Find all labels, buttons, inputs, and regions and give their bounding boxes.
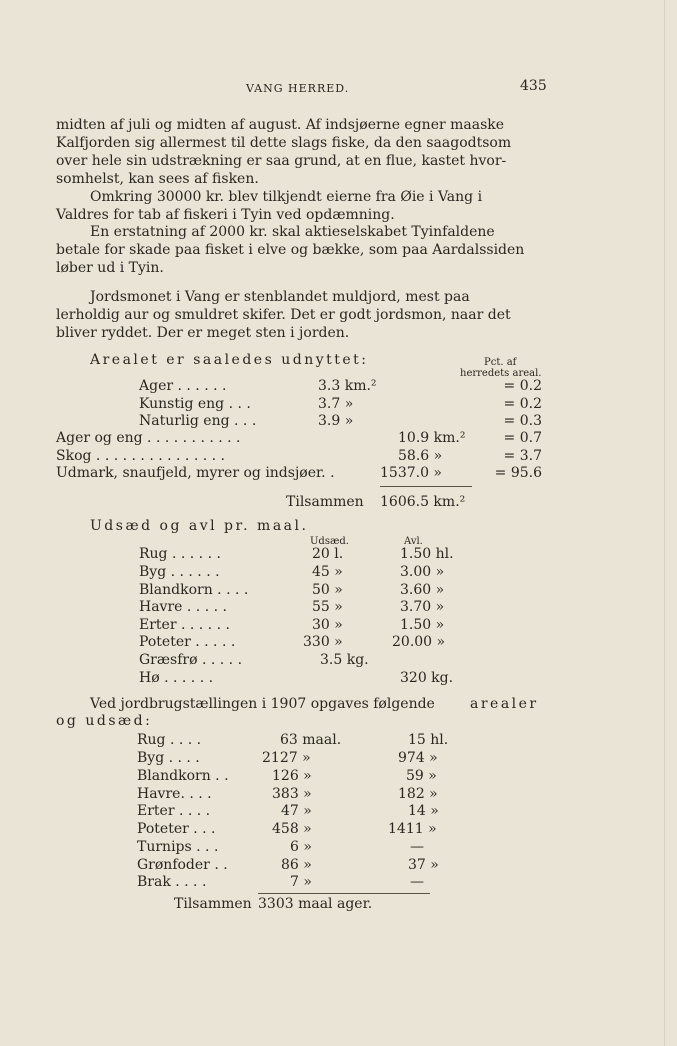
- tael-intro-line-1: Ved jordbrugstællingen i 1907 opgaves følgende: [90, 696, 435, 712]
- tael-row-hl: 1411 »: [388, 821, 437, 837]
- p1-line-4: somhelst, kan sees af fisken.: [56, 171, 259, 187]
- udsaed-row-avl: 3.60 »: [400, 582, 445, 598]
- tael-total-label: Tilsammen: [174, 896, 252, 912]
- areal-row-label: Udmark, snaufjeld, myrer og indsjøer. .: [56, 465, 335, 481]
- areal-row-pct: = 0.7: [503, 430, 542, 446]
- page-number: 435: [520, 78, 547, 94]
- udsaed-row-label: Rug . . . . . .: [139, 546, 221, 562]
- udsaed-row-avl: 1.50 hl.: [400, 546, 454, 562]
- udsaed-row-label: Byg . . . . . .: [139, 564, 220, 580]
- tael-total-rule: [258, 893, 430, 894]
- tael-row-hl: —: [410, 874, 424, 890]
- tael-row-label: Erter . . . .: [137, 803, 211, 819]
- areal-row-label: Ager og eng . . . . . . . . . . .: [56, 430, 241, 446]
- page-edge-shadow: [664, 0, 665, 1046]
- udsaed-row-avl: 3.00 »: [400, 564, 445, 580]
- udsaed-row-avl: 3.70 »: [400, 599, 445, 615]
- tael-row-maal: 2127 »: [262, 750, 311, 766]
- tael-row-label: Blandkorn . .: [137, 768, 229, 784]
- areal-col-head-1: Pct. af: [484, 357, 517, 368]
- areal-total-rule: [380, 486, 472, 487]
- tael-row-hl: 974 »: [398, 750, 438, 766]
- tael-row-label: Brak . . . .: [137, 874, 207, 890]
- udsaed-row-avl: 20.00 »: [392, 634, 446, 650]
- tael-row-maal: 458 »: [272, 821, 312, 837]
- areal-total-value: 1606.5 km.²: [380, 494, 466, 510]
- p3-line-1: En erstatning af 2000 kr. skal aktieselskabet Tyinfaldene: [90, 224, 495, 240]
- p4-line-3: bliver ryddet. Der er meget sten i jorden.: [56, 325, 350, 341]
- p2-line-1: Omkring 30000 kr. blev tilkjendt eierne fra Øie i Vang i: [90, 189, 483, 205]
- tael-row-maal: 126 »: [272, 768, 312, 784]
- areal-row-label: Kunstig eng . . .: [139, 396, 251, 412]
- p1-line-3: over hele sin udstrækning er saa grund, at en flue, kastet hvor-: [56, 153, 507, 169]
- areal-row-value: 3.9 »: [318, 413, 354, 429]
- tael-row-maal: 383 »: [272, 786, 312, 802]
- areal-row-pct: = 0.3: [503, 413, 542, 429]
- running-header-title: VANG HERRED.: [246, 82, 350, 95]
- areal-col-head-2: herredets areal.: [460, 368, 542, 379]
- tael-row-hl: 182 »: [398, 786, 438, 802]
- areal-row-label: Ager . . . . . .: [139, 378, 227, 394]
- areal-row-value: 1537.0 »: [380, 465, 443, 481]
- tael-row-label: Poteter . . .: [137, 821, 216, 837]
- areal-row-pct: = 0.2: [503, 396, 542, 412]
- tael-total-value: 3303 maal ager.: [258, 896, 373, 912]
- p1-line-2: Kalfjorden sig allermest til dette slags fiske, da den saagodtsom: [56, 135, 512, 151]
- udsaed-heading: Udsæd og avl pr. maal.: [90, 518, 309, 534]
- udsaed-row-label: Græsfrø . . . . .: [139, 652, 243, 668]
- udsaed-row-udsaed: 3.5 kg.: [320, 652, 369, 668]
- udsaed-row-avl: 1.50 »: [400, 617, 445, 633]
- tael-row-label: Turnips . . .: [137, 839, 219, 855]
- areal-row-value: 58.6 »: [398, 448, 443, 464]
- udsaed-row-label: Havre . . . . .: [139, 599, 227, 615]
- tael-row-hl: 37 »: [408, 857, 439, 873]
- areal-row-value: 3.7 »: [318, 396, 354, 412]
- areal-heading: Arealet er saaledes udnyttet:: [90, 352, 369, 368]
- areal-row-pct: = 95.6: [494, 465, 542, 481]
- tael-row-maal: 7 »: [290, 874, 312, 890]
- tael-row-label: Rug . . . .: [137, 732, 202, 748]
- p1-line-1: midten af juli og midten af august. Af indsjøerne egner maaske: [56, 117, 505, 133]
- udsaed-row-label: Poteter . . . . .: [139, 634, 236, 650]
- areal-row-value: 10.9 km.²: [398, 430, 466, 446]
- tael-row-maal: 6 »: [290, 839, 312, 855]
- tael-row-hl: 15 hl.: [408, 732, 449, 748]
- areal-total-label: Tilsammen: [286, 494, 364, 510]
- udsaed-col-udsaed: Udsæd.: [310, 536, 349, 547]
- areal-row-label: Naturlig eng . . .: [139, 413, 257, 429]
- tael-row-hl: 14 »: [408, 803, 439, 819]
- tael-row-maal: 63 maal.: [280, 732, 342, 748]
- tael-row-hl: —: [410, 839, 424, 855]
- tael-row-hl: 59 »: [406, 768, 437, 784]
- udsaed-row-label: Erter . . . . . .: [139, 617, 230, 633]
- p3-line-2: betale for skade paa fisket i elve og bække, som paa Aardalssiden: [56, 242, 525, 258]
- p3-line-3: løber ud i Tyin.: [56, 260, 164, 276]
- udsaed-row-udsaed: 50 »: [312, 582, 343, 598]
- udsaed-row-label: Hø . . . . . .: [139, 670, 214, 686]
- tael-row-label: Havre. . . .: [137, 786, 212, 802]
- udsaed-row-udsaed: 30 »: [312, 617, 343, 633]
- udsaed-row-udsaed: 45 »: [312, 564, 343, 580]
- tael-intro-line-1b: arealer: [470, 696, 539, 712]
- tael-intro-line-2: og udsæd:: [56, 713, 153, 729]
- udsaed-row-label: Blandkorn . . . .: [139, 582, 249, 598]
- p2-line-2: Valdres for tab af fiskeri i Tyin ved opdæmning.: [56, 207, 395, 223]
- areal-row-pct: = 0.2: [503, 378, 542, 394]
- tael-row-label: Byg . . . .: [137, 750, 200, 766]
- tael-row-maal: 86 »: [281, 857, 312, 873]
- udsaed-row-udsaed: 330 »: [303, 634, 343, 650]
- areal-row-pct: = 3.7: [503, 448, 542, 464]
- areal-row-label: Skog . . . . . . . . . . . . . . .: [56, 448, 225, 464]
- udsaed-row-udsaed: 20 l.: [312, 546, 344, 562]
- udsaed-row-udsaed: 55 »: [312, 599, 343, 615]
- areal-row-value: 3.3 km.²: [318, 378, 377, 394]
- udsaed-col-avl: Avl.: [404, 536, 423, 547]
- p4-line-1: Jordsmonet i Vang er stenblandet muldjord, mest paa: [90, 289, 470, 305]
- p4-line-2: lerholdig aur og smuldret skifer. Det er godt jordsmon, naar det: [56, 307, 511, 323]
- tael-row-maal: 47 »: [281, 803, 312, 819]
- tael-row-label: Grønfoder . .: [137, 857, 228, 873]
- udsaed-row-avl: 320 kg.: [400, 670, 454, 686]
